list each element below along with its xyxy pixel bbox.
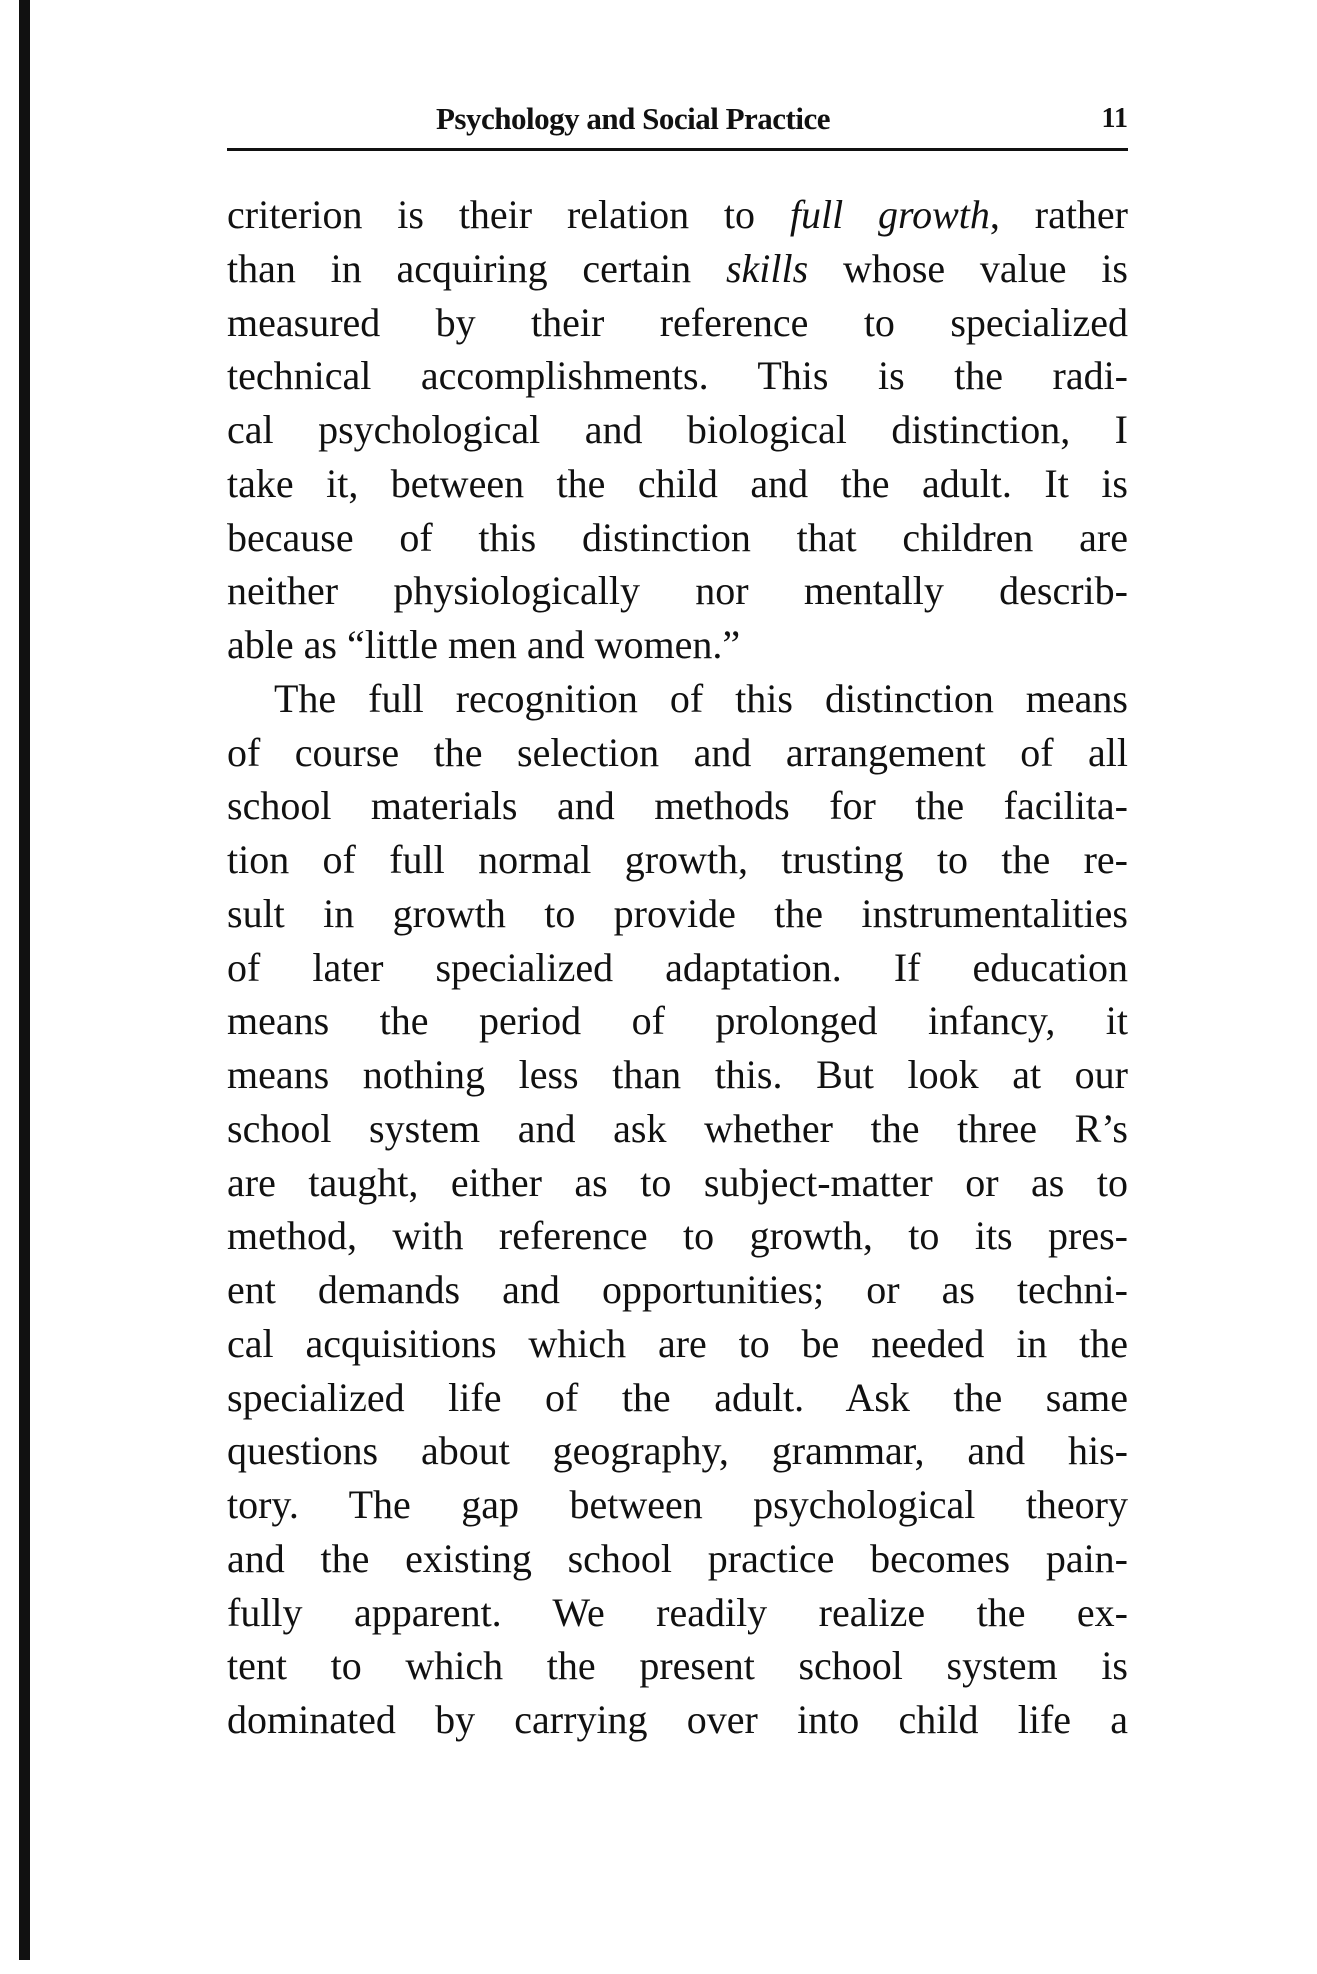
paragraph-end-line: able as “little men and women.” [227, 622, 741, 667]
text-line: take it, between the child and the adult. It is [227, 460, 1128, 506]
text-segment: than in acquiring certain [227, 245, 726, 291]
text-line: of course the selection and arrangement of all [227, 729, 1128, 775]
paragraph-start-line: The full recognition of this distinction means [274, 675, 1128, 721]
text-line: school system and ask whether the three R’s [227, 1105, 1128, 1151]
text-segment: whose value is [808, 245, 1128, 291]
text-line: tent to which the present school system is [227, 1643, 1128, 1689]
text-line: cal acquisitions which are to be needed in the [227, 1320, 1128, 1366]
italic-emphasis: full growth [789, 192, 990, 237]
text-line: measured by their reference to specialized [227, 299, 1128, 345]
text-line: sult in growth to provide the instrumentalities [227, 890, 1128, 936]
text-line: fully apparent. We readily realize the ex- [227, 1589, 1128, 1635]
italic-emphasis: skills [725, 245, 809, 291]
text-line: technical accomplishments. This is the radi- [227, 353, 1128, 399]
scan-edge-bar [19, 0, 30, 1960]
text-line: method, with reference to growth, to its pres- [227, 1213, 1128, 1259]
text-segment: criterion is their relation to [227, 192, 790, 237]
text-line: means nothing less than this. But look at our [227, 1052, 1128, 1097]
text-line: and the existing school practice becomes pain- [227, 1535, 1128, 1581]
body-text [227, 188, 1128, 1747]
text-line: tion of full normal growth, trusting to the re- [227, 837, 1128, 882]
text-line: tory. The gap between psychological theory [227, 1482, 1128, 1527]
text-line: school materials and methods for the facilita- [227, 783, 1128, 829]
header-rule [227, 148, 1128, 151]
text-segment: , rather [989, 192, 1129, 237]
text-line: specialized life of the adult. Ask the same [227, 1374, 1128, 1420]
text-line: are taught, either as to subject-matter or as to [227, 1159, 1128, 1205]
text-line: means the period of prolonged infancy, it [227, 998, 1128, 1044]
text-line: ent demands and opportunities; or as techni- [227, 1267, 1128, 1312]
page-number: 11 [1101, 103, 1128, 134]
running-title: Psychology and Social Practice [436, 101, 830, 136]
text-line [227, 188, 1128, 242]
text-line: neither physiologically nor mentally describ- [227, 568, 1128, 614]
text-line: cal psychological and biological distinction, I [227, 407, 1128, 452]
text-line [227, 242, 1128, 296]
text-line: of later specialized adaptation. If education [227, 944, 1128, 990]
page-header [227, 96, 1128, 142]
text-line: questions about geography, grammar, and his- [227, 1428, 1128, 1474]
text-line: because of this distinction that children are [227, 514, 1128, 560]
text-line: dominated by carrying over into child life a [227, 1697, 1128, 1742]
